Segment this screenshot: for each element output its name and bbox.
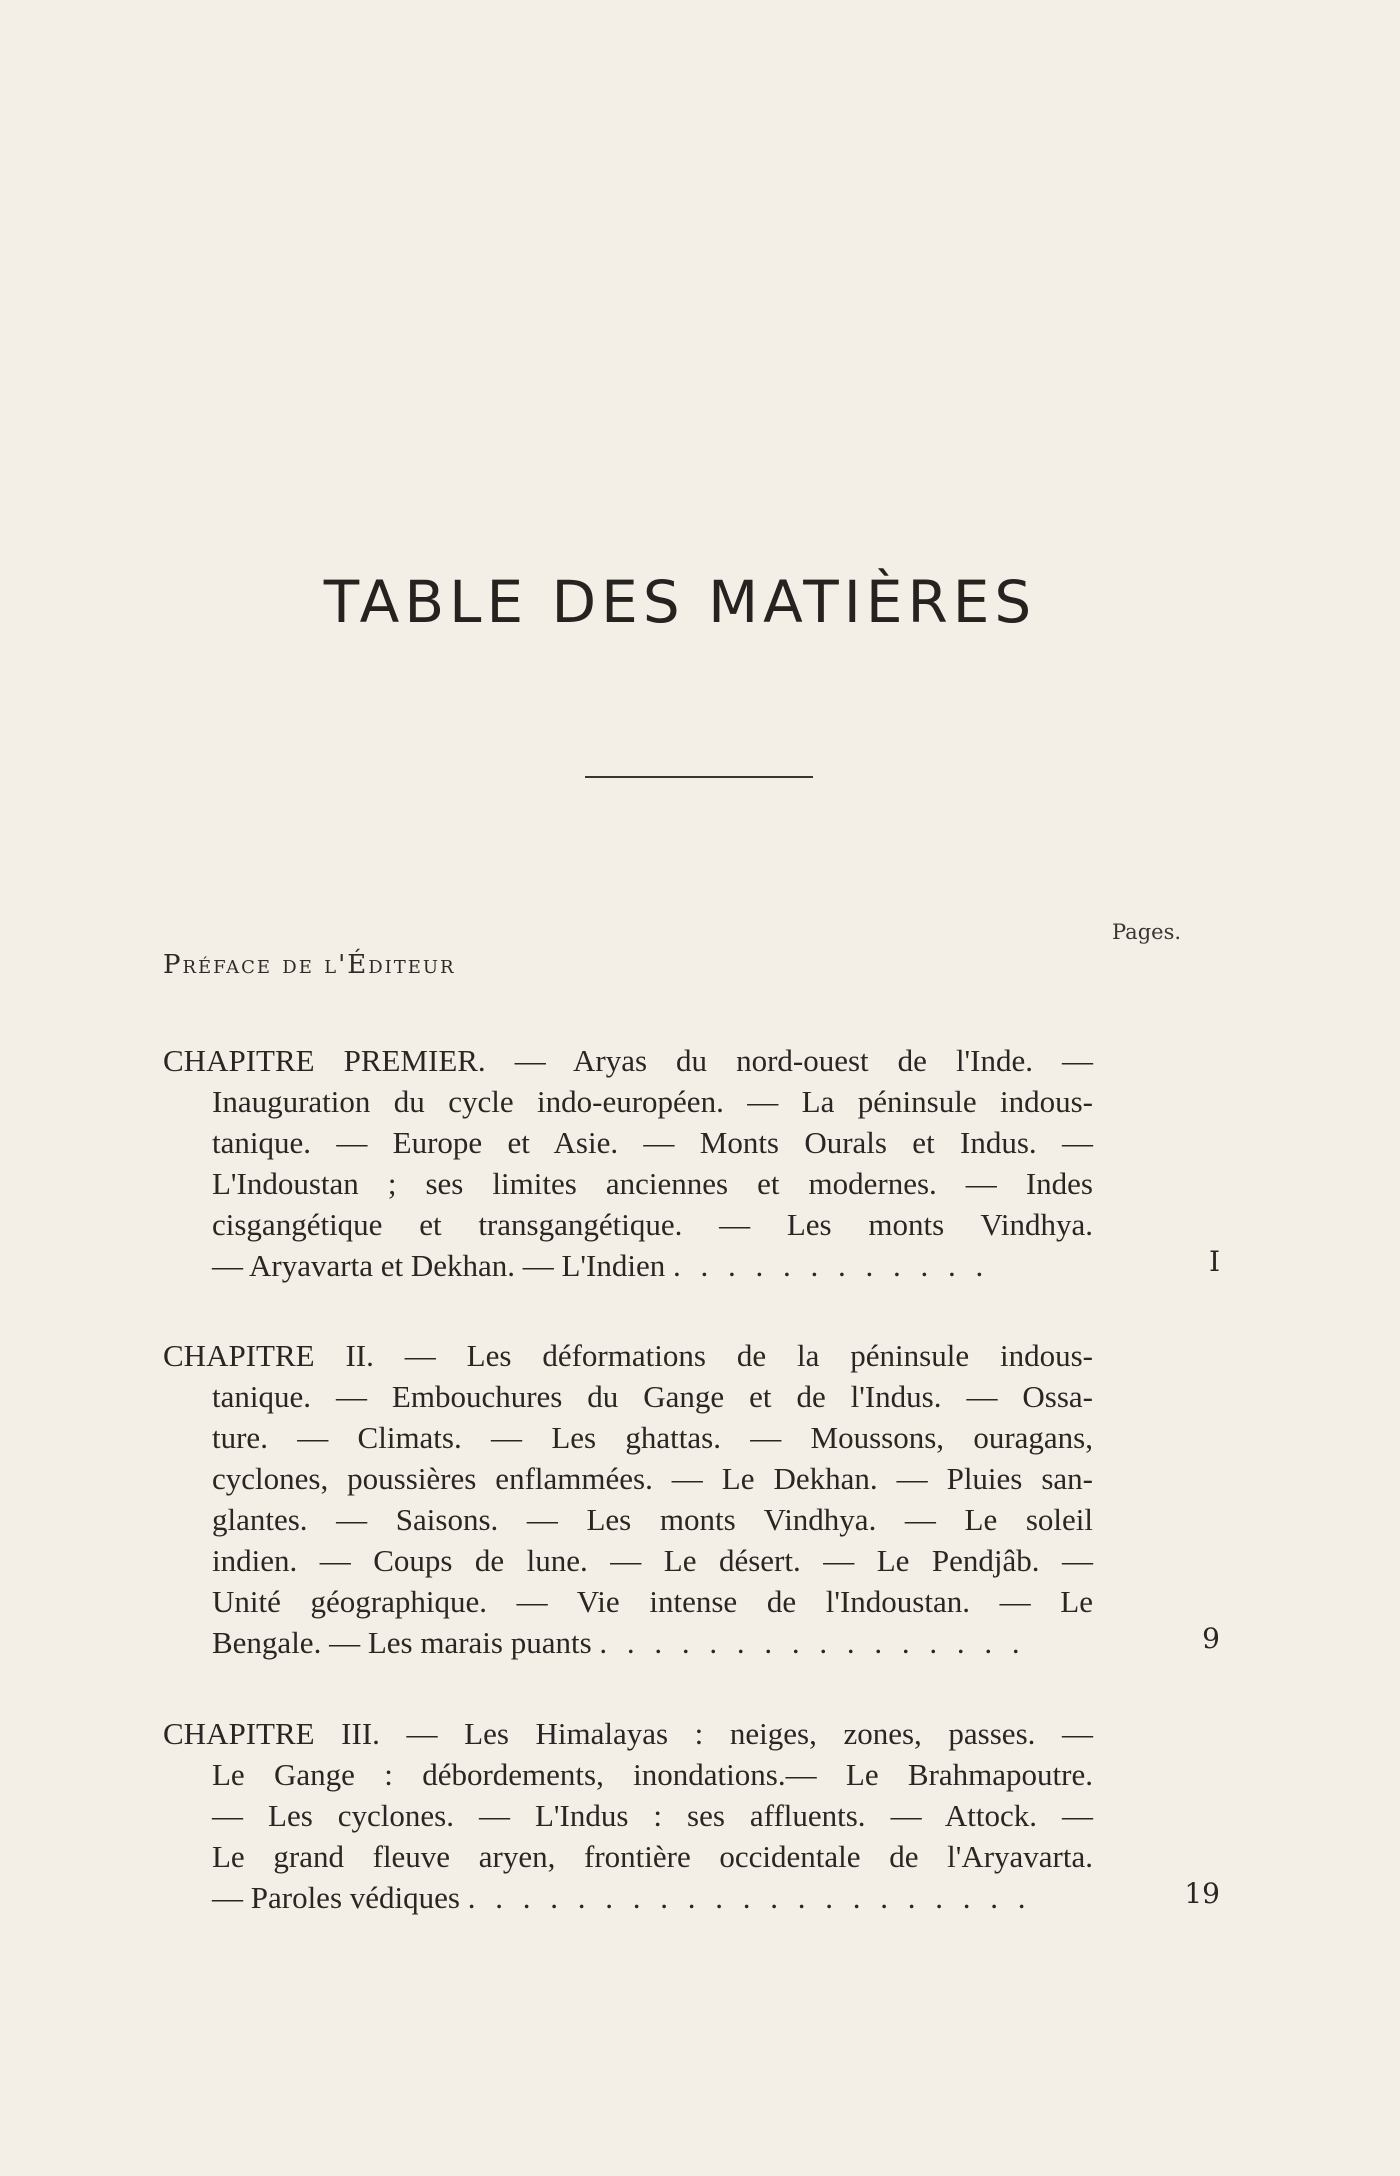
toc-line: tanique. — Embouchures du Gange et de l'Indus. — Ossa- [212,1379,1093,1414]
page-number: 19 [1184,1877,1220,1910]
title-divider [585,776,813,778]
toc-line: CHAPITRE III. — Les Himalayas : neiges, zones, passes. — [163,1716,1093,1751]
toc-line: cyclones, poussières enflammées. — Le Dekhan. — Pluies san- [212,1461,1093,1496]
toc-line: L'Indoustan ; ses limites anciennes et modernes. — Indes [212,1166,1093,1201]
toc-line: CHAPITRE II. — Les déformations de la péninsule indous- [163,1338,1093,1373]
toc-line-last [163,1877,1093,1918]
page-number: I [1208,1245,1220,1278]
toc-entry-chapter-2 [163,1335,1093,1663]
toc-line: indien. — Coups de lune. — Le désert. — Le Pendjâb. — [212,1543,1093,1578]
toc-line: CHAPITRE PREMIER. — Aryas du nord-ouest de l'Inde. — [163,1043,1093,1078]
pages-column-label: Pages. [1112,920,1182,944]
toc-line: Unité géographique. — Vie intense de l'Indoustan. — Le [212,1584,1093,1619]
toc-line: ture. — Climats. — Les ghattas. — Moussons, ouragans, [212,1420,1093,1455]
leader-dots: . . . . . . . . . . . . [672,1248,990,1283]
toc-line-text: Bengale. — Les marais puants [212,1625,592,1660]
toc-line: glantes. — Saisons. — Les monts Vindhya. — Le soleil [212,1502,1093,1537]
toc-line: Le grand fleuve aryen, frontière occidentale de l'Aryavarta. [212,1839,1093,1874]
leader-dots: . . . . . . . . . . . . . . . . . . . . . [467,1880,1032,1915]
toc-line-text: — Aryavarta et Dekhan. — L'Indien [212,1248,666,1283]
preface-entry: Préface de l'Éditeur [163,950,456,980]
page-title: TABLE DES MATIÈRES [323,568,1037,636]
toc-line-last [163,1622,1093,1663]
toc-line: tanique. — Europe et Asie. — Monts Ourals et Indus. — [212,1125,1093,1160]
toc-line: cisgangétique et transgangétique. — Les monts Vindhya. [212,1207,1093,1242]
toc-line: — Les cyclones. — L'Indus : ses affluents. — Attock. — [212,1798,1093,1833]
page-number: 9 [1202,1622,1220,1655]
toc-line-last [163,1245,1093,1286]
toc-entry-chapter-3 [163,1713,1093,1918]
leader-dots: . . . . . . . . . . . . . . . . [599,1625,1026,1660]
toc-line: Inauguration du cycle indo-européen. — La péninsule indous- [212,1084,1093,1119]
toc-line: Le Gange : débordements, inondations.— Le Brahmapoutre. [212,1757,1093,1792]
toc-line-text: — Paroles védiques [212,1880,460,1915]
toc-entry-chapter-1 [163,1040,1093,1286]
